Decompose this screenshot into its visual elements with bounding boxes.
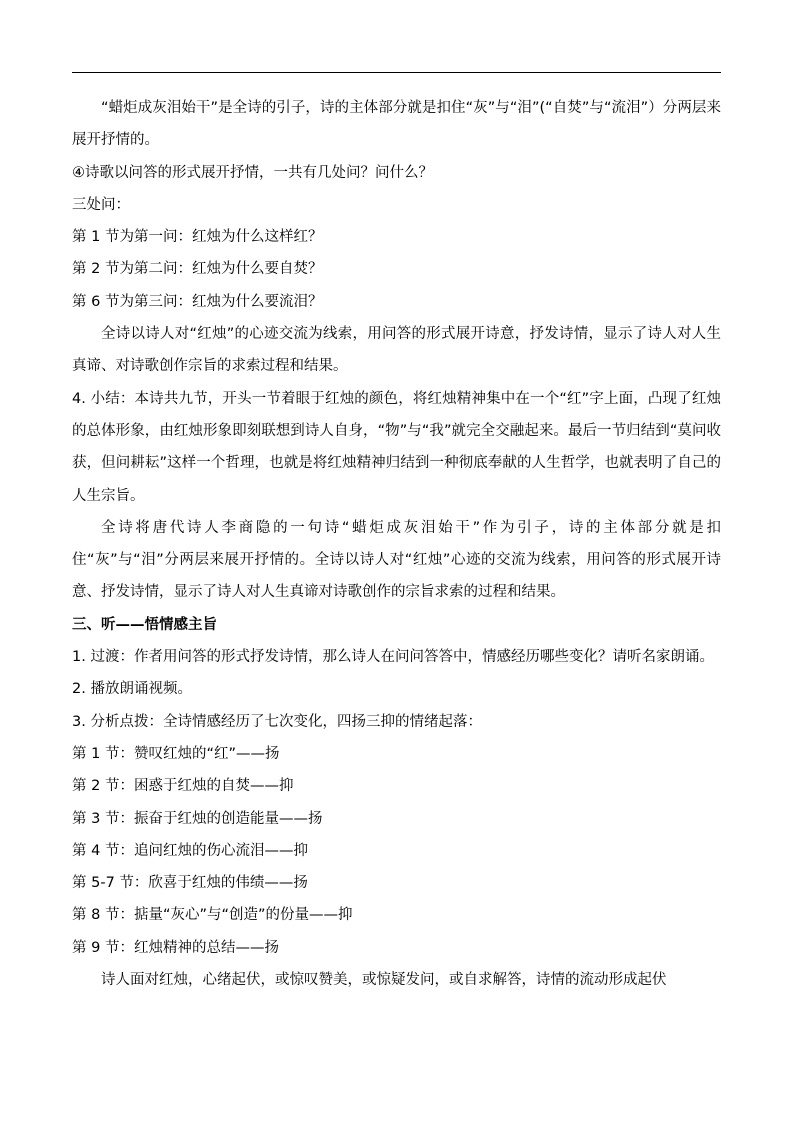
list-item: 第 3 节：振奋于红烛的创造能量——扬 — [72, 810, 323, 827]
paragraph: 全诗以诗人对“红烛”的心迹交流为线索，用问答的形式展开诗意，抒发诗情，显示了诗人对人生真谛、对诗歌创作宗旨的求索过程和结果。 — [72, 326, 721, 375]
section-heading: 三、听——悟情感主旨 — [72, 616, 217, 633]
list-item: 第 1 节为第一问：红烛为什么这样红？ — [72, 229, 323, 246]
step-item: 3. 分析点拨：全诗情感经历了七次变化，四扬三抑的情绪起落： — [72, 713, 482, 730]
list-item: 第 2 节为第二问：红烛为什么要自焚？ — [72, 261, 323, 278]
list-item: 第 6 节为第三问：红烛为什么要流泪？ — [72, 293, 323, 310]
paragraph: 全诗将唐代诗人李商隐的一句诗“蜡炬成灰泪始干”作为引子，诗的主体部分就是扣住“灰”与“泪”分两层来展开抒情的。全诗以诗人对“红烛”心迹的交流为线索，用问答的形式展开诗意、抒发诗情，显示了诗人对人生真谛对诗歌创作的宗旨求索的过程和结果。 — [72, 519, 721, 601]
list-item: 第 4 节：追问红烛的伤心流泪——抑 — [72, 842, 308, 859]
list-item: 第 9 节：红烛精神的总结——扬 — [72, 939, 279, 956]
document-body — [72, 92, 721, 996]
list-item: 第 8 节：掂量“灰心”与“创造”的份量——抑 — [72, 907, 353, 924]
list-item: 第 5-7 节：欣喜于红烛的伟绩——扬 — [72, 875, 308, 892]
header-rule — [72, 72, 721, 73]
list-item: 第 2 节：困惑于红烛的自焚——抑 — [72, 778, 294, 795]
step-item: 2. 播放朗诵视频。 — [72, 681, 192, 698]
paragraph: “蜡炬成灰泪始干”是全诗的引子，诗的主体部分就是扣住“灰”与“泪”(“自焚”与“流泪”）分两层来展开抒情的。 — [72, 100, 721, 149]
answer-line: 三处问： — [72, 196, 130, 213]
list-item: 第 1 节：赞叹红烛的“红”——扬 — [72, 745, 280, 762]
question-line: ④诗歌以问答的形式展开抒情，一共有几处问？问什么？ — [72, 164, 433, 181]
summary-paragraph: 4. 小结：本诗共九节，开头一节着眼于红烛的颜色，将红烛精神集中在一个“红”字上面，凸现了红烛的总体形象，由红烛形象即刻联想到诗人自身，“物”与“我”就完全交融起来。最后一节归结到“莫问收获，但问耕耘”这样一个哲理，也就是将红烛精神归结到一种彻底奉献的人生哲学，也就表明了自己的人生宗旨。 — [72, 390, 721, 504]
paragraph: 诗人面对红烛，心绪起伏，或惊叹赞美，或惊疑发问，或自求解答，诗情的流动形成起伏 — [101, 972, 667, 989]
step-item: 1. 过渡：作者用问答的形式抒发诗情，那么诗人在问问答答中，情感经历哪些变化？请听名家朗诵。 — [72, 649, 714, 666]
